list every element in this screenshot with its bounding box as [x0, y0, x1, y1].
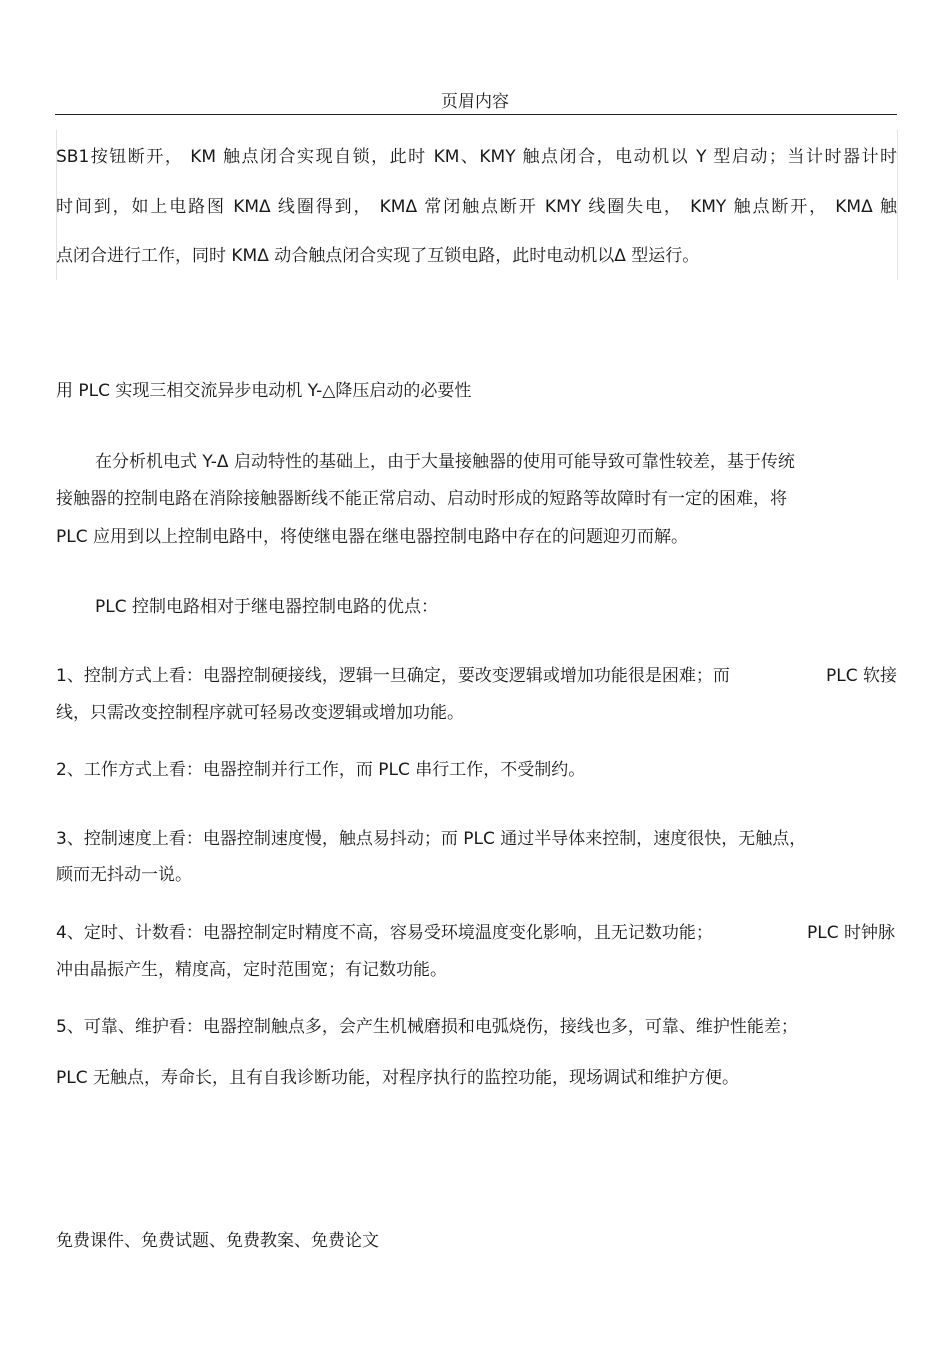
advantage-3-line-2: 顾而无抖动一说。 — [56, 865, 192, 885]
paragraph1-line-3: PLC 应用到以上控制电路中，将使继电器在继电器控制电路中存在的问题迎刃而解。 — [56, 527, 688, 547]
header-divider — [55, 114, 897, 115]
footer-text: 免费课件、免费试题、免费教案、免费论文 — [56, 1231, 379, 1251]
intro-box-right-border — [897, 130, 898, 280]
advantage-5-line-1: 5、可靠、维护看：电器控制触点多，会产生机械磨损和电弧烧伤，接线也多，可靠、维护性能差； — [56, 1017, 798, 1037]
intro-line-3: 点闭合进行工作，同时 KMΔ 动合触点闭合实现了互锁电路，此时电动机以Δ 型运行。 — [56, 246, 700, 266]
advantage-4-line-1-tail: PLC 时钟脉 — [807, 923, 895, 943]
advantage-4-line-1: 4、定时、计数看：电器控制定时精度不高，容易受环境温度变化影响，且无记数功能； — [56, 923, 713, 943]
section-title: 用 PLC 实现三相交流异步电动机 Y-△降压启动的必要性 — [56, 381, 472, 401]
intro-line-2: 时间到，如上电路图 KMΔ 线圈得到， KMΔ 常闭触点断开 KMY 线圈失电， KMY 触点断开， KMΔ 触 — [56, 197, 897, 217]
advantage-3-line-1: 3、控制速度上看：电器控制速度慢，触点易抖动；而 PLC 通过半导体来控制，速度很快，无触点， — [56, 829, 807, 849]
advantage-5-line-2: PLC 无触点，寿命长，且有自我诊断功能，对程序执行的监控功能，现场调试和维护方便。 — [56, 1068, 739, 1088]
advantage-2-line-1: 2、工作方式上看：电器控制并行工作，而 PLC 串行工作，不受制约。 — [56, 760, 586, 780]
intro-line-1: SB1按钮断开， KM 触点闭合实现自锁，此时 KM、KMY 触点闭合，电动机以 Y 型启动；当计时器计时 — [56, 147, 897, 167]
advantage-1-line-2: 线，只需改变控制程序就可轻易改变逻辑或增加功能。 — [56, 703, 464, 723]
advantage-1-line-1: 1、控制方式上看：电器控制硬接线，逻辑一旦确定，要改变逻辑或增加功能很是困难；而 — [56, 666, 730, 686]
paragraph1-line-2: 接触器的控制电路在消除接触器断线不能正常启动、启动时形成的短路等故障时有一定的困难，将 — [56, 489, 787, 509]
page-header-title: 页眉内容 — [441, 92, 509, 112]
paragraph1-line-1: 在分析机电式 Y-Δ 启动特性的基础上，由于大量接触器的使用可能导致可靠性较差，基于传统 — [95, 452, 795, 472]
advantage-1-line-1-tail: PLC 软接 — [826, 666, 897, 686]
advantage-4-line-2: 冲由晶振产生，精度高，定时范围宽；有记数功能。 — [56, 960, 447, 980]
advantages-intro: PLC 控制电路相对于继电器控制电路的优点： — [95, 597, 438, 617]
